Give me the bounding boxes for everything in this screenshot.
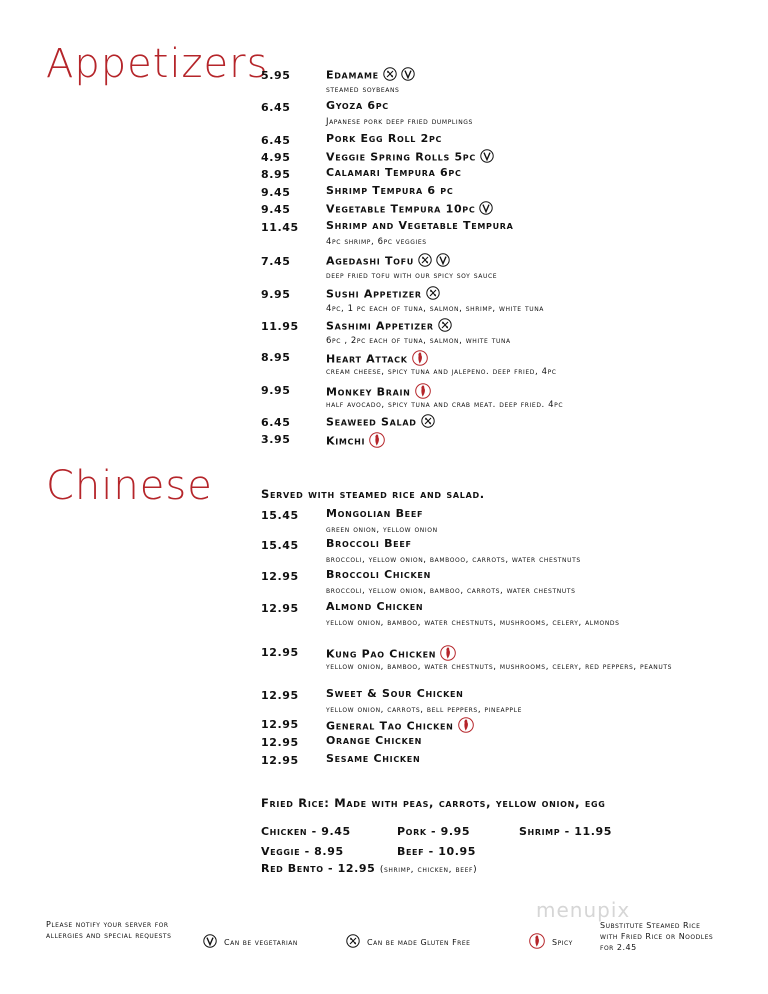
item-price: 9.95 xyxy=(261,288,291,301)
item-name xyxy=(326,219,514,232)
item-price: 15.45 xyxy=(261,509,299,522)
red-bento xyxy=(261,862,477,875)
veg-legend-label: Can be vegetarian xyxy=(224,938,298,947)
fried-rice-beef: Beef - 10.95 xyxy=(397,845,476,858)
item-price: 15.45 xyxy=(261,539,299,552)
item-name-text: Broccoli Chicken xyxy=(326,568,431,581)
item-name-text: Orange Chicken xyxy=(326,734,423,747)
item-description: yellow onion, carrots, bell peppers, pineapple xyxy=(326,705,522,715)
item-description: 6pc , 2pc each of tuna, salmon, white tuna xyxy=(326,336,511,346)
fried-rice-shrimp: Shrimp - 11.95 xyxy=(519,825,612,838)
vegetarian-icon xyxy=(401,67,415,84)
item-name-text: Sweet & Sour Chicken xyxy=(326,687,464,700)
spicy-pepper-icon xyxy=(529,932,545,953)
item-name-text: Veggie Spring Rolls 5pc xyxy=(326,150,476,164)
fried-rice-heading: Fried Rice: Made with peas, carrots, yellow onion, egg xyxy=(261,796,606,810)
item-name xyxy=(326,600,423,613)
item-description: cream cheese, spicy tuna and jalepeno. deep fried, 4pc xyxy=(326,367,557,377)
item-price: 12.95 xyxy=(261,754,299,767)
item-name-text: Vegetable Tempura 10pc xyxy=(326,202,476,216)
substitute-note: Substitute Steamed Rice with Fried Rice or Noodles for 2.45 xyxy=(600,921,714,952)
item-price: 8.95 xyxy=(261,351,291,364)
gf-legend-label: Can be made Gluten Free xyxy=(367,938,471,947)
item-name xyxy=(326,687,464,700)
item-name-text: Shrimp and Vegetable Tempura xyxy=(326,219,514,232)
veg-legend xyxy=(203,934,298,951)
allergy-note: Please notify your server for allergies and special requests xyxy=(46,920,172,940)
vegetarian-icon xyxy=(203,934,217,951)
item-name xyxy=(326,132,442,145)
item-description: yellow onion, bamboo, water chestnuts, mushrooms, celery, almonds xyxy=(326,618,620,628)
appetizers-title: Appetizers xyxy=(46,41,269,87)
item-description: deep fried tofu with our spicy soy sauce xyxy=(326,271,498,281)
item-name xyxy=(326,67,415,84)
item-name-text: Sesame Chicken xyxy=(326,752,421,765)
item-name-text: Seaweed Salad xyxy=(326,415,417,429)
item-name xyxy=(326,166,462,179)
item-name-text: Agedashi Tofu xyxy=(326,254,415,268)
spicy-pepper-icon xyxy=(458,716,474,737)
item-name xyxy=(326,318,452,335)
item-description: steamed soybeans xyxy=(326,85,400,95)
item-name-text: Shrimp Tempura 6 pc xyxy=(326,184,454,197)
item-price: 12.95 xyxy=(261,602,299,615)
item-name xyxy=(326,253,450,270)
item-name xyxy=(326,537,412,550)
item-description: Japanese pork deep fried dumplings xyxy=(326,117,473,127)
gluten-free-icon xyxy=(426,286,440,303)
item-name-text: Edamame xyxy=(326,68,379,82)
item-price: 8.95 xyxy=(261,168,291,181)
item-name-text: General Tao Chicken xyxy=(326,719,454,733)
item-description: yellow onion, bamboo, water chestnuts, mushrooms, celery, red peppers, peanuts xyxy=(326,662,673,672)
item-name xyxy=(326,431,385,452)
item-price: 6.45 xyxy=(261,134,291,147)
item-description: green onion, yellow onion xyxy=(326,525,438,535)
gluten-free-icon xyxy=(438,318,452,335)
spicy-pepper-icon xyxy=(369,431,385,452)
spicy-legend-label: Spicy xyxy=(552,938,573,947)
item-name-text: Broccoli Beef xyxy=(326,537,412,550)
item-name xyxy=(326,184,453,197)
item-name xyxy=(326,568,431,581)
item-description: broccoli, yellow onion, bambooo, carrots, water chestnuts xyxy=(326,555,581,565)
gf-legend xyxy=(346,934,470,951)
item-description: half avocado, spicy tuna and crab meat. deep fried. 4pc xyxy=(326,400,564,410)
item-price: 5.95 xyxy=(261,69,291,82)
chinese-title: Chinese xyxy=(46,463,213,509)
item-price: 12.95 xyxy=(261,689,299,702)
red-bento-label: Red Bento - 12.95 xyxy=(261,862,376,875)
item-name-text: Almond Chicken xyxy=(326,600,424,613)
item-name-text: Monkey Brain xyxy=(326,385,411,399)
item-name-text: Mongolian Beef xyxy=(326,507,424,520)
item-name-text: Sushi Appetizer xyxy=(326,287,422,301)
fried-rice-veggie: Veggie - 8.95 xyxy=(261,845,344,858)
item-price: 9.45 xyxy=(261,203,291,216)
item-description: broccoli, yellow onion, bamboo, carrots, water chestnuts xyxy=(326,586,576,596)
red-bento-note: (shrimp, chicken, beef) xyxy=(379,865,478,875)
item-name-text: Heart Attack xyxy=(326,352,408,366)
item-price: 3.95 xyxy=(261,433,291,446)
item-price: 6.45 xyxy=(261,101,291,114)
watermark: menupix xyxy=(536,898,631,922)
vegetarian-icon xyxy=(479,201,493,218)
gluten-free-icon xyxy=(421,414,435,431)
item-price: 9.45 xyxy=(261,186,291,199)
item-name xyxy=(326,99,389,112)
item-name-text: Kung Pao Chicken xyxy=(326,647,437,661)
item-price: 9.95 xyxy=(261,384,291,397)
item-name xyxy=(326,752,420,765)
fried-rice-pork: Pork - 9.95 xyxy=(397,825,471,838)
chinese-note: Served with steamed rice and salad. xyxy=(261,487,485,501)
item-price: 12.95 xyxy=(261,718,299,731)
item-name-text: Pork Egg Roll 2pc xyxy=(326,132,443,145)
item-price: 6.45 xyxy=(261,416,291,429)
spicy-legend xyxy=(529,932,573,953)
gluten-free-icon xyxy=(383,67,397,84)
item-name-text: Gyoza 6pc xyxy=(326,99,389,112)
item-price: 11.45 xyxy=(261,221,299,234)
item-name xyxy=(326,286,440,303)
item-description: 4pc shrimp, 6pc veggies xyxy=(326,237,427,247)
item-name xyxy=(326,414,435,431)
item-name-text: Sashimi Appetizer xyxy=(326,319,434,333)
item-price: 12.95 xyxy=(261,646,299,659)
item-name xyxy=(326,201,493,218)
vegetarian-icon xyxy=(480,149,494,166)
item-price: 7.45 xyxy=(261,255,291,268)
item-price: 11.95 xyxy=(261,320,299,333)
item-name-text: Calamari Tempura 6pc xyxy=(326,166,462,179)
item-name xyxy=(326,734,422,747)
fried-rice-chicken: Chicken - 9.45 xyxy=(261,825,351,838)
item-price: 12.95 xyxy=(261,570,299,583)
item-name xyxy=(326,149,494,166)
item-price: 12.95 xyxy=(261,736,299,749)
item-name-text: Kimchi xyxy=(326,434,366,448)
item-price: 4.95 xyxy=(261,151,291,164)
item-description: 4pc, 1 pc each of tuna, salmon, shrimp, white tuna xyxy=(326,304,544,314)
gluten-free-icon xyxy=(346,934,360,951)
item-name xyxy=(326,507,423,520)
gluten-free-icon xyxy=(418,253,432,270)
vegetarian-icon xyxy=(436,253,450,270)
